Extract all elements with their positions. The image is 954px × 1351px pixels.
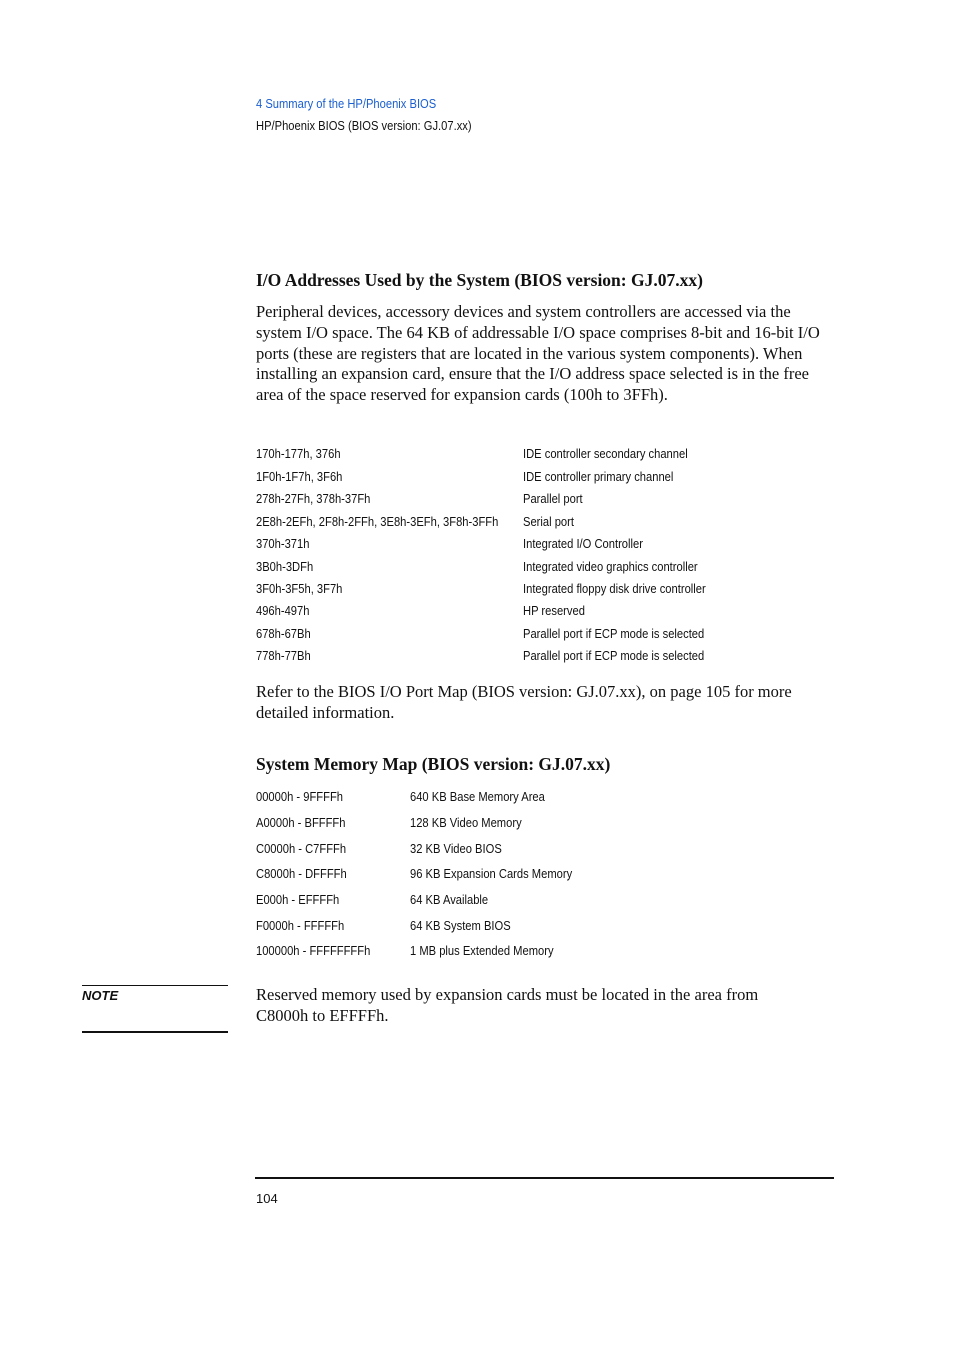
io-description: IDE controller secondary channel: [523, 446, 688, 461]
chapter-heading: 4 Summary of the HP/Phoenix BIOS: [256, 96, 437, 111]
io-outro-paragraph: Refer to the BIOS I/O Port Map (BIOS version: GJ.07.xx), on page 105 for more detailed information.: [256, 682, 792, 722]
note-divider-bottom: [82, 1031, 228, 1033]
io-address: 3B0h-3DFh: [256, 559, 314, 574]
section-subheading: HP/Phoenix BIOS (BIOS version: GJ.07.xx): [256, 118, 472, 133]
memory-size: 64 KB System BIOS: [410, 918, 511, 933]
memory-size: 640 KB Base Memory Area: [410, 789, 545, 804]
page-number: 104: [256, 1191, 278, 1206]
io-description: Integrated floppy disk drive controller: [523, 581, 706, 596]
io-address: 778h-77Bh: [256, 648, 311, 663]
memory-range: A0000h - BFFFFh: [256, 815, 346, 830]
io-section-title: I/O Addresses Used by the System (BIOS version: GJ.07.xx): [256, 270, 703, 290]
io-address: 496h-497h: [256, 603, 310, 618]
memory-size: 64 KB Available: [410, 892, 489, 907]
io-address: 2E8h-2EFh, 2F8h-2FFh, 3E8h-3EFh, 3F8h-3FFh: [256, 514, 499, 529]
io-address: 1F0h-1F7h, 3F6h: [256, 469, 343, 484]
io-description: HP reserved: [523, 603, 585, 618]
io-description: Parallel port if ECP mode is selected: [523, 648, 705, 663]
memory-range: E000h - EFFFFh: [256, 892, 340, 907]
io-description: Parallel port: [523, 491, 583, 506]
note-label: NOTE: [82, 988, 119, 1003]
memory-size: 32 KB Video BIOS: [410, 841, 502, 856]
memory-size: 1 MB plus Extended Memory: [410, 943, 554, 958]
memory-range: C8000h - DFFFFh: [256, 866, 347, 881]
io-address: 3F0h-3F5h, 3F7h: [256, 581, 343, 596]
io-description: IDE controller primary channel: [523, 469, 674, 484]
io-description: Parallel port if ECP mode is selected: [523, 626, 705, 641]
io-address: 278h-27Fh, 378h-37Fh: [256, 491, 371, 506]
io-intro-paragraph: Peripheral devices, accessory devices and system controllers are accessed via the system I/O space. The 64 KB of addressable I/O space comprises 8-bit and 16-bit I/O ports (these are registers that are located in the various system components). When installing an expansion card, ensure that the I/O address space selected is in the free area of the space reserved for expansion cards (100h to 3FFh).: [256, 302, 820, 405]
memory-size: 128 KB Video Memory: [410, 815, 522, 830]
io-address: 170h-177h, 376h: [256, 446, 341, 461]
note-text: Reserved memory used by expansion cards must be located in the area from C8000h to EFFFFh.: [256, 985, 759, 1025]
memory-size: 96 KB Expansion Cards Memory: [410, 866, 573, 881]
io-address: 678h-67Bh: [256, 626, 311, 641]
memory-range: 100000h - FFFFFFFFh: [256, 943, 371, 958]
memory-range: C0000h - C7FFFh: [256, 841, 347, 856]
io-description: Integrated video graphics controller: [523, 559, 698, 574]
memory-range: 00000h - 9FFFFh: [256, 789, 343, 804]
note-divider-top: [82, 985, 228, 986]
memory-range: F0000h - FFFFFh: [256, 918, 345, 933]
io-address: 370h-371h: [256, 536, 310, 551]
memory-section-title: System Memory Map (BIOS version: GJ.07.xx): [256, 754, 611, 774]
io-description: Integrated I/O Controller: [523, 536, 643, 551]
io-description: Serial port: [523, 514, 574, 529]
footer-divider: [255, 1177, 834, 1179]
